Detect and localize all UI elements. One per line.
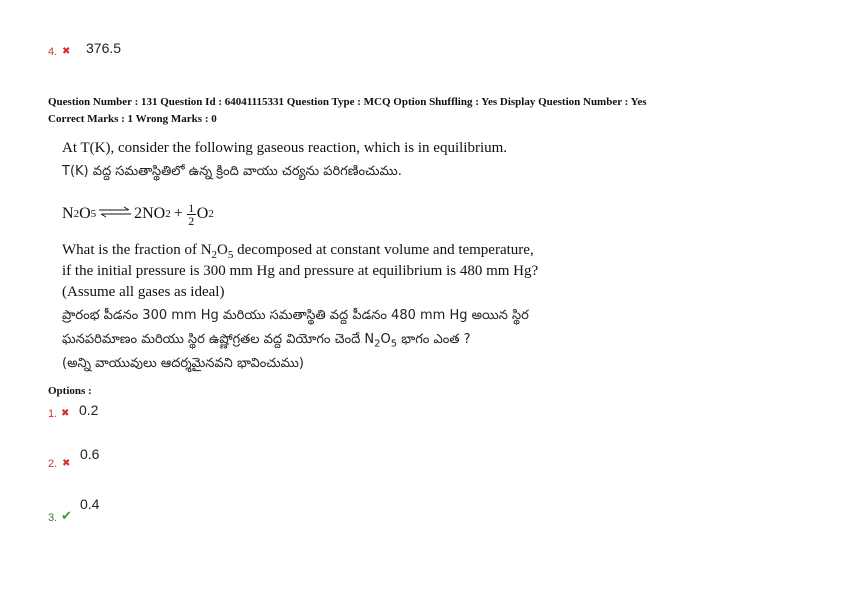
question-intro-english: At T(K), consider the following gaseous reaction, which is in equilibrium. bbox=[62, 140, 508, 156]
subscript: 5 bbox=[390, 338, 398, 350]
wrong-mark-icon: ✖ bbox=[62, 46, 71, 57]
plus-sign: + bbox=[173, 205, 183, 222]
option-number: 2. bbox=[48, 458, 58, 470]
text-part: O bbox=[380, 332, 391, 347]
text-part: భాగం ఎంత ? bbox=[397, 332, 471, 347]
product-o2: O bbox=[196, 205, 209, 222]
subscript: 2 bbox=[211, 249, 218, 261]
option-3[interactable] bbox=[48, 496, 248, 526]
equilibrium-arrow-icon bbox=[98, 205, 132, 223]
option-value: 0.2 bbox=[79, 402, 99, 418]
question-telugu-line1: ప్రారంభ పీడనం 300 mm Hg మరియు సమతాస్థితి వద్ద పీడనం 480 mm Hg అయిన స్థిర bbox=[62, 308, 529, 323]
option-2[interactable] bbox=[48, 446, 248, 470]
product-sub: 2 bbox=[165, 208, 171, 220]
question-meta-line2: Correct Marks : 1 Wrong Marks : 0 bbox=[48, 113, 217, 125]
option-value: 376.5 bbox=[86, 40, 122, 56]
question-telugu-line3: (అన్ని వాయువులు ఆదర్శమైనవని భావించుము) bbox=[62, 356, 305, 371]
option-value: 0.4 bbox=[80, 496, 100, 512]
question-telugu-line2 bbox=[62, 332, 471, 350]
half-fraction bbox=[187, 202, 196, 227]
option-1[interactable] bbox=[48, 402, 248, 424]
reaction-equation bbox=[62, 194, 214, 234]
option-number: 4. bbox=[48, 46, 58, 58]
reactant-sub: 2 bbox=[73, 208, 80, 220]
question-meta-line1: Question Number : 131 Question Id : 64041115331 Question Type : MCQ Option Shuffling : Yes Display Question Number : Yes bbox=[48, 96, 647, 108]
option-value: 0.6 bbox=[80, 446, 100, 462]
fraction-numerator: 1 bbox=[188, 200, 195, 215]
text-part: ఘనపరిమాణం మరియు స్థిర ఉష్ణోగ్రతల వద్ద వియోగం చెందే N bbox=[62, 332, 375, 347]
wrong-mark-icon: ✖ bbox=[61, 408, 70, 419]
reactant-n: N bbox=[62, 205, 74, 222]
product-no2: 2NO bbox=[134, 205, 166, 222]
correct-check-icon: ✔ bbox=[61, 509, 72, 524]
fraction-denominator: 2 bbox=[188, 213, 195, 228]
question-english-line2: if the initial pressure is 300 mm Hg and pressure at equilibrium is 480 mm Hg? bbox=[62, 263, 539, 279]
question-english-line3: (Assume all gases as ideal) bbox=[62, 284, 225, 300]
option-number: 1. bbox=[48, 408, 58, 420]
text-part: What is the fraction of N bbox=[62, 242, 212, 258]
subscript: 2 bbox=[374, 338, 381, 350]
reactant-sub: 5 bbox=[90, 208, 97, 220]
reactant-o: O bbox=[79, 205, 91, 222]
wrong-mark-icon: ✖ bbox=[62, 458, 71, 469]
options-label: Options : bbox=[48, 385, 92, 397]
product-sub: 2 bbox=[208, 208, 214, 220]
text-part: O bbox=[217, 242, 228, 258]
option-number: 3. bbox=[48, 512, 58, 524]
previous-option-4 bbox=[48, 40, 248, 62]
question-intro-telugu: T(K) వద్ద సమతాస్థితిలో ఉన్న క్రింది వాయు చర్యను పరిగణించుము. bbox=[62, 164, 402, 179]
subscript: 5 bbox=[227, 249, 234, 261]
text-part: decomposed at constant volume and temperature, bbox=[233, 242, 534, 258]
question-english-line1 bbox=[62, 242, 534, 261]
